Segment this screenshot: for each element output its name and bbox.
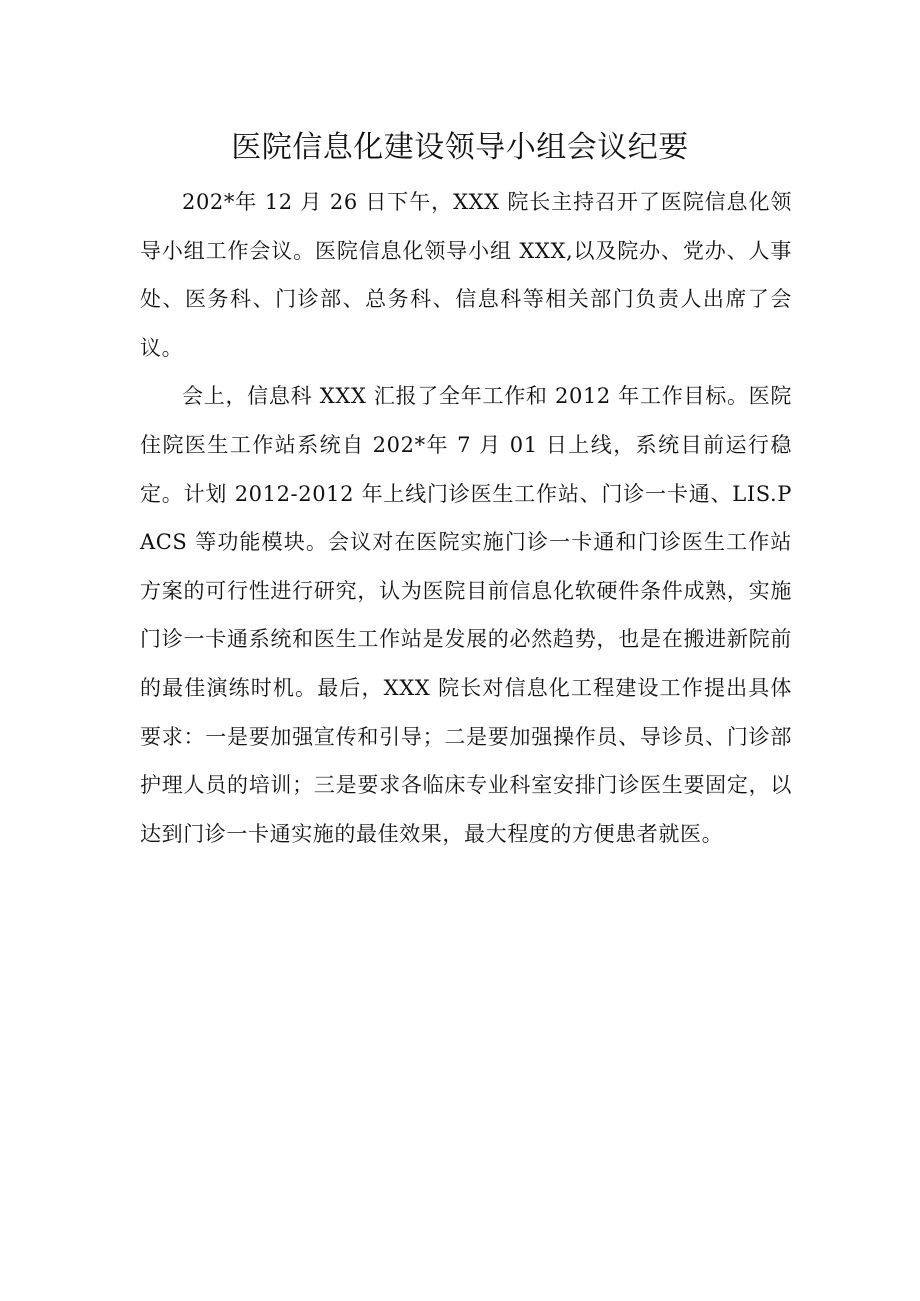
- document-body: [140, 178, 792, 858]
- paragraph-meeting-content: 会上，信息科 XXX 汇报了全年工作和 2012 年工作目标。医院住院医生工作站系统自 202*年 7 月 01 日上线，系统目前运行稳定。计划 2012-2012 年上线门诊医生工作站、门诊一卡通、LIS.PACS 等功能模块。会议对在医院实施门诊一卡通和门诊医生工作站方案的可行性进行研究，认为医院目前信息化软硬件条件成熟，实施门诊一卡通系统和医生工作站是发展的必然趋势，也是在搬进新院前的最佳演练时机。最后，XXX 院长对信息化工程建设工作提出具体要求：一是要加强宣传和引导；二是要加强操作员、导诊员、门诊部护理人员的培训；三是要求各临床专业科室安排门诊医生要固定，以达到门诊一卡通实施的最佳效果，最大程度的方便患者就医。: [140, 384, 792, 846]
- paragraph-meeting-overview: 202*年 12 月 26 日下午，XXX 院长主持召开了医院信息化领导小组工作会议。医院信息化领导小组 XXX,以及院办、党办、人事处、医务科、门诊部、总务科、信息科等相关部门负责人出席了会议。: [140, 190, 792, 360]
- document-title: 医院信息化建设领导小组会议纪要: [231, 130, 689, 165]
